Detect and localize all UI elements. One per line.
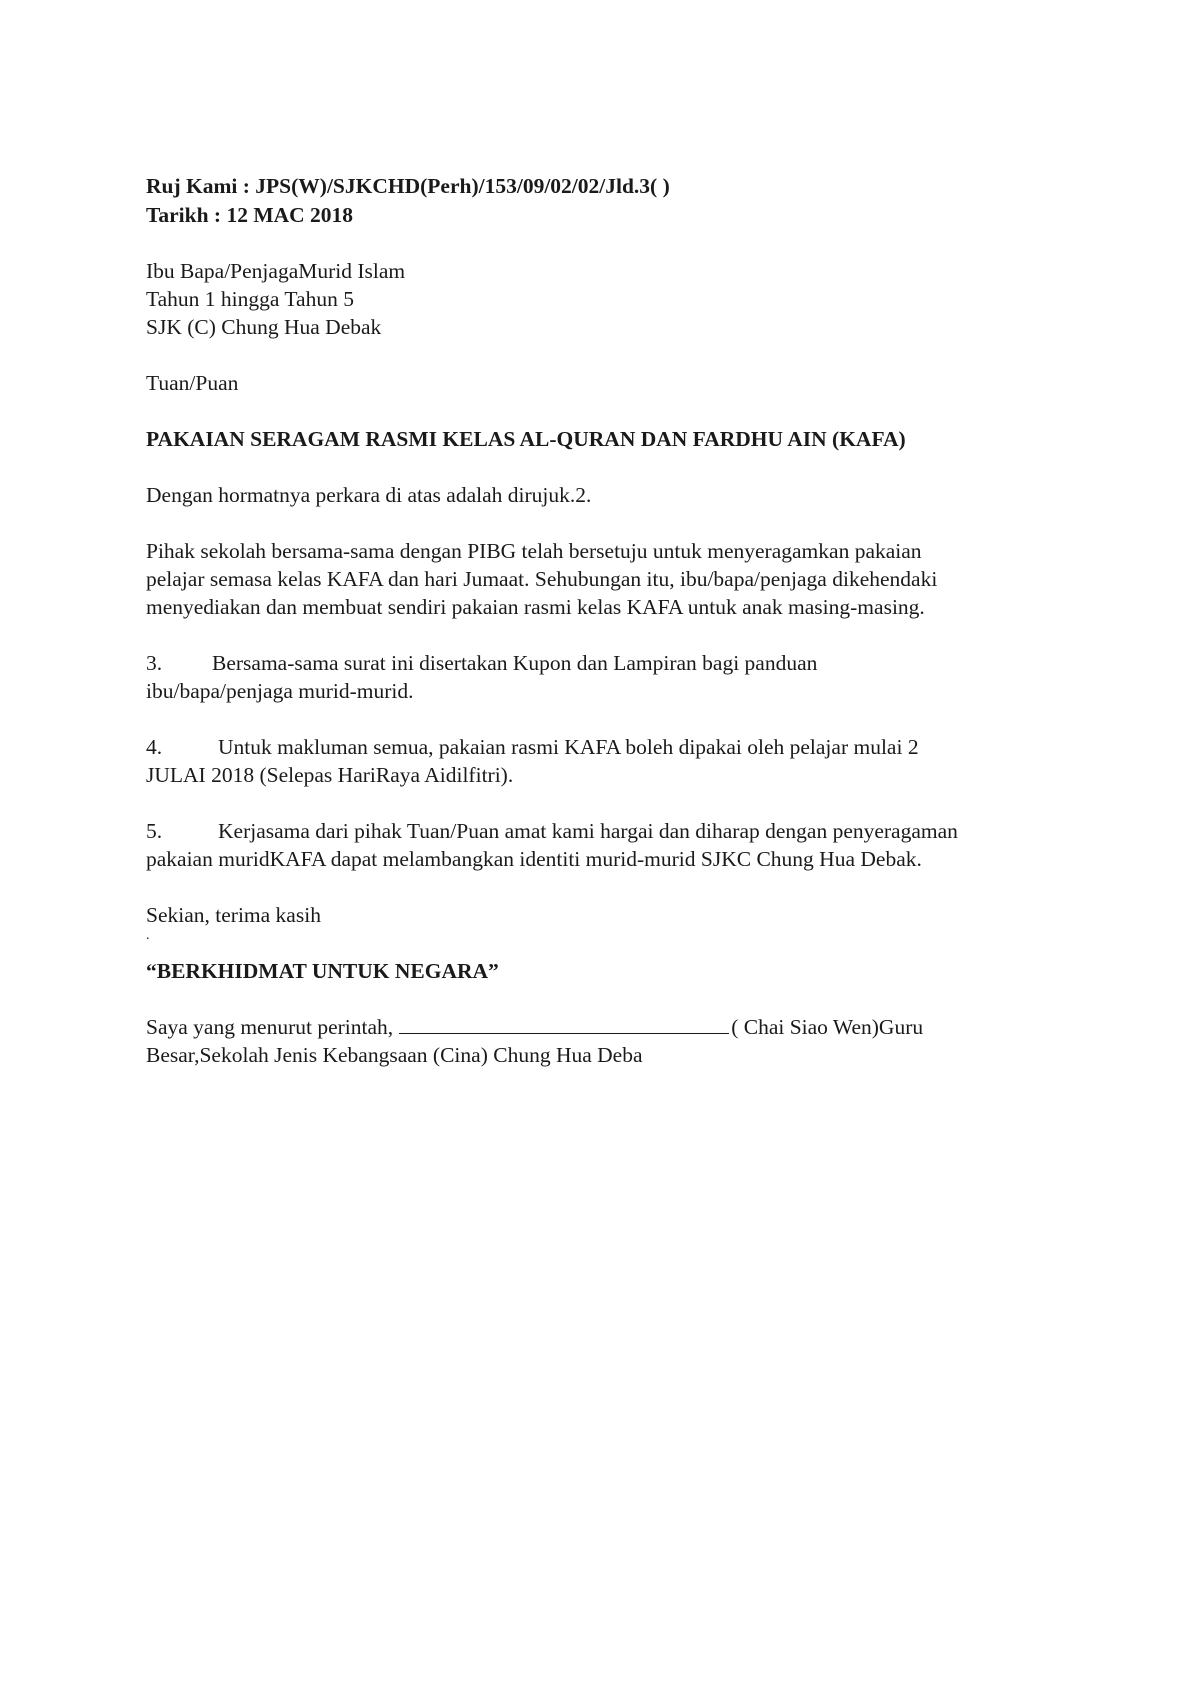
closing-remark: Sekian, terima kasih: [146, 903, 321, 927]
paragraph-4-line-1: [146, 733, 919, 761]
paragraph-4-line-2: JULAI 2018 (Selepas HariRaya Aidilfitri).: [146, 763, 514, 787]
paragraph-3-number: 3.: [146, 651, 163, 675]
paragraph-5-line-1: [146, 817, 958, 845]
paragraph-2-line-1: Pihak sekolah bersama-sama dengan PIBG telah bersetuju untuk menyeragamkan pakaian: [146, 539, 922, 563]
paragraph-5-number: 5.: [146, 819, 163, 843]
signature-line-1: [146, 1013, 923, 1041]
paragraph-3-line-1: [146, 649, 817, 677]
paragraph-4-number: 4.: [146, 735, 163, 759]
letter-date: Tarikh : 12 MAC 2018: [146, 203, 354, 227]
signature-prefix: Saya yang menurut perintah,: [146, 1015, 394, 1039]
paragraph-2-line-2: pelajar semasa kelas KAFA dan hari Jumaat. Sehubungan itu, ibu/bapa/penjaga dikehendaki: [146, 567, 938, 591]
signature-line-2: Besar,Sekolah Jenis Kebangsaan (Cina) Chung Hua Deba: [146, 1043, 643, 1067]
recipient-line-2: Tahun 1 hingga Tahun 5: [146, 287, 354, 311]
recipient-line-3: SJK (C) Chung Hua Debak: [146, 315, 382, 339]
subject-heading: PAKAIAN SERAGAM RASMI KELAS AL-QURAN DAN FARDHU AIN (KAFA): [146, 427, 906, 451]
paragraph-1: Dengan hormatnya perkara di atas adalah dirujuk.2.: [146, 483, 592, 507]
paragraph-2-line-3: menyediakan dan membuat sendiri pakaian rasmi kelas KAFA untuk anak masing-masing.: [146, 595, 925, 619]
recipient-line-1: Ibu Bapa/PenjagaMurid Islam: [146, 259, 406, 283]
reference-number: Ruj Kami : JPS(W)/SJKCHD(Perh)/153/09/02/02/Jld.3( ): [146, 174, 670, 198]
signature-suffix: ( Chai Siao Wen)Guru: [731, 1015, 924, 1039]
paragraph-3-text: Bersama-sama surat ini disertakan Kupon dan Lampiran bagi panduan: [212, 651, 818, 675]
paragraph-5-line-2: pakaian muridKAFA dapat melambangkan identiti murid-murid SJKC Chung Hua Debak.: [146, 847, 922, 871]
salutation: Tuan/Puan: [146, 371, 239, 395]
motto: “BERKHIDMAT UNTUK NEGARA”: [146, 959, 499, 983]
paragraph-3-line-2: ibu/bapa/penjaga murid-murid.: [146, 679, 414, 703]
signature-underline: [399, 1013, 729, 1034]
paragraph-4-text: Untuk makluman semua, pakaian rasmi KAFA boleh dipakai oleh pelajar mulai 2: [218, 735, 919, 759]
paragraph-5-text: Kerjasama dari pihak Tuan/Puan amat kami hargai dan diharap dengan penyeragaman: [218, 819, 958, 843]
closing-dot: .: [146, 928, 150, 943]
